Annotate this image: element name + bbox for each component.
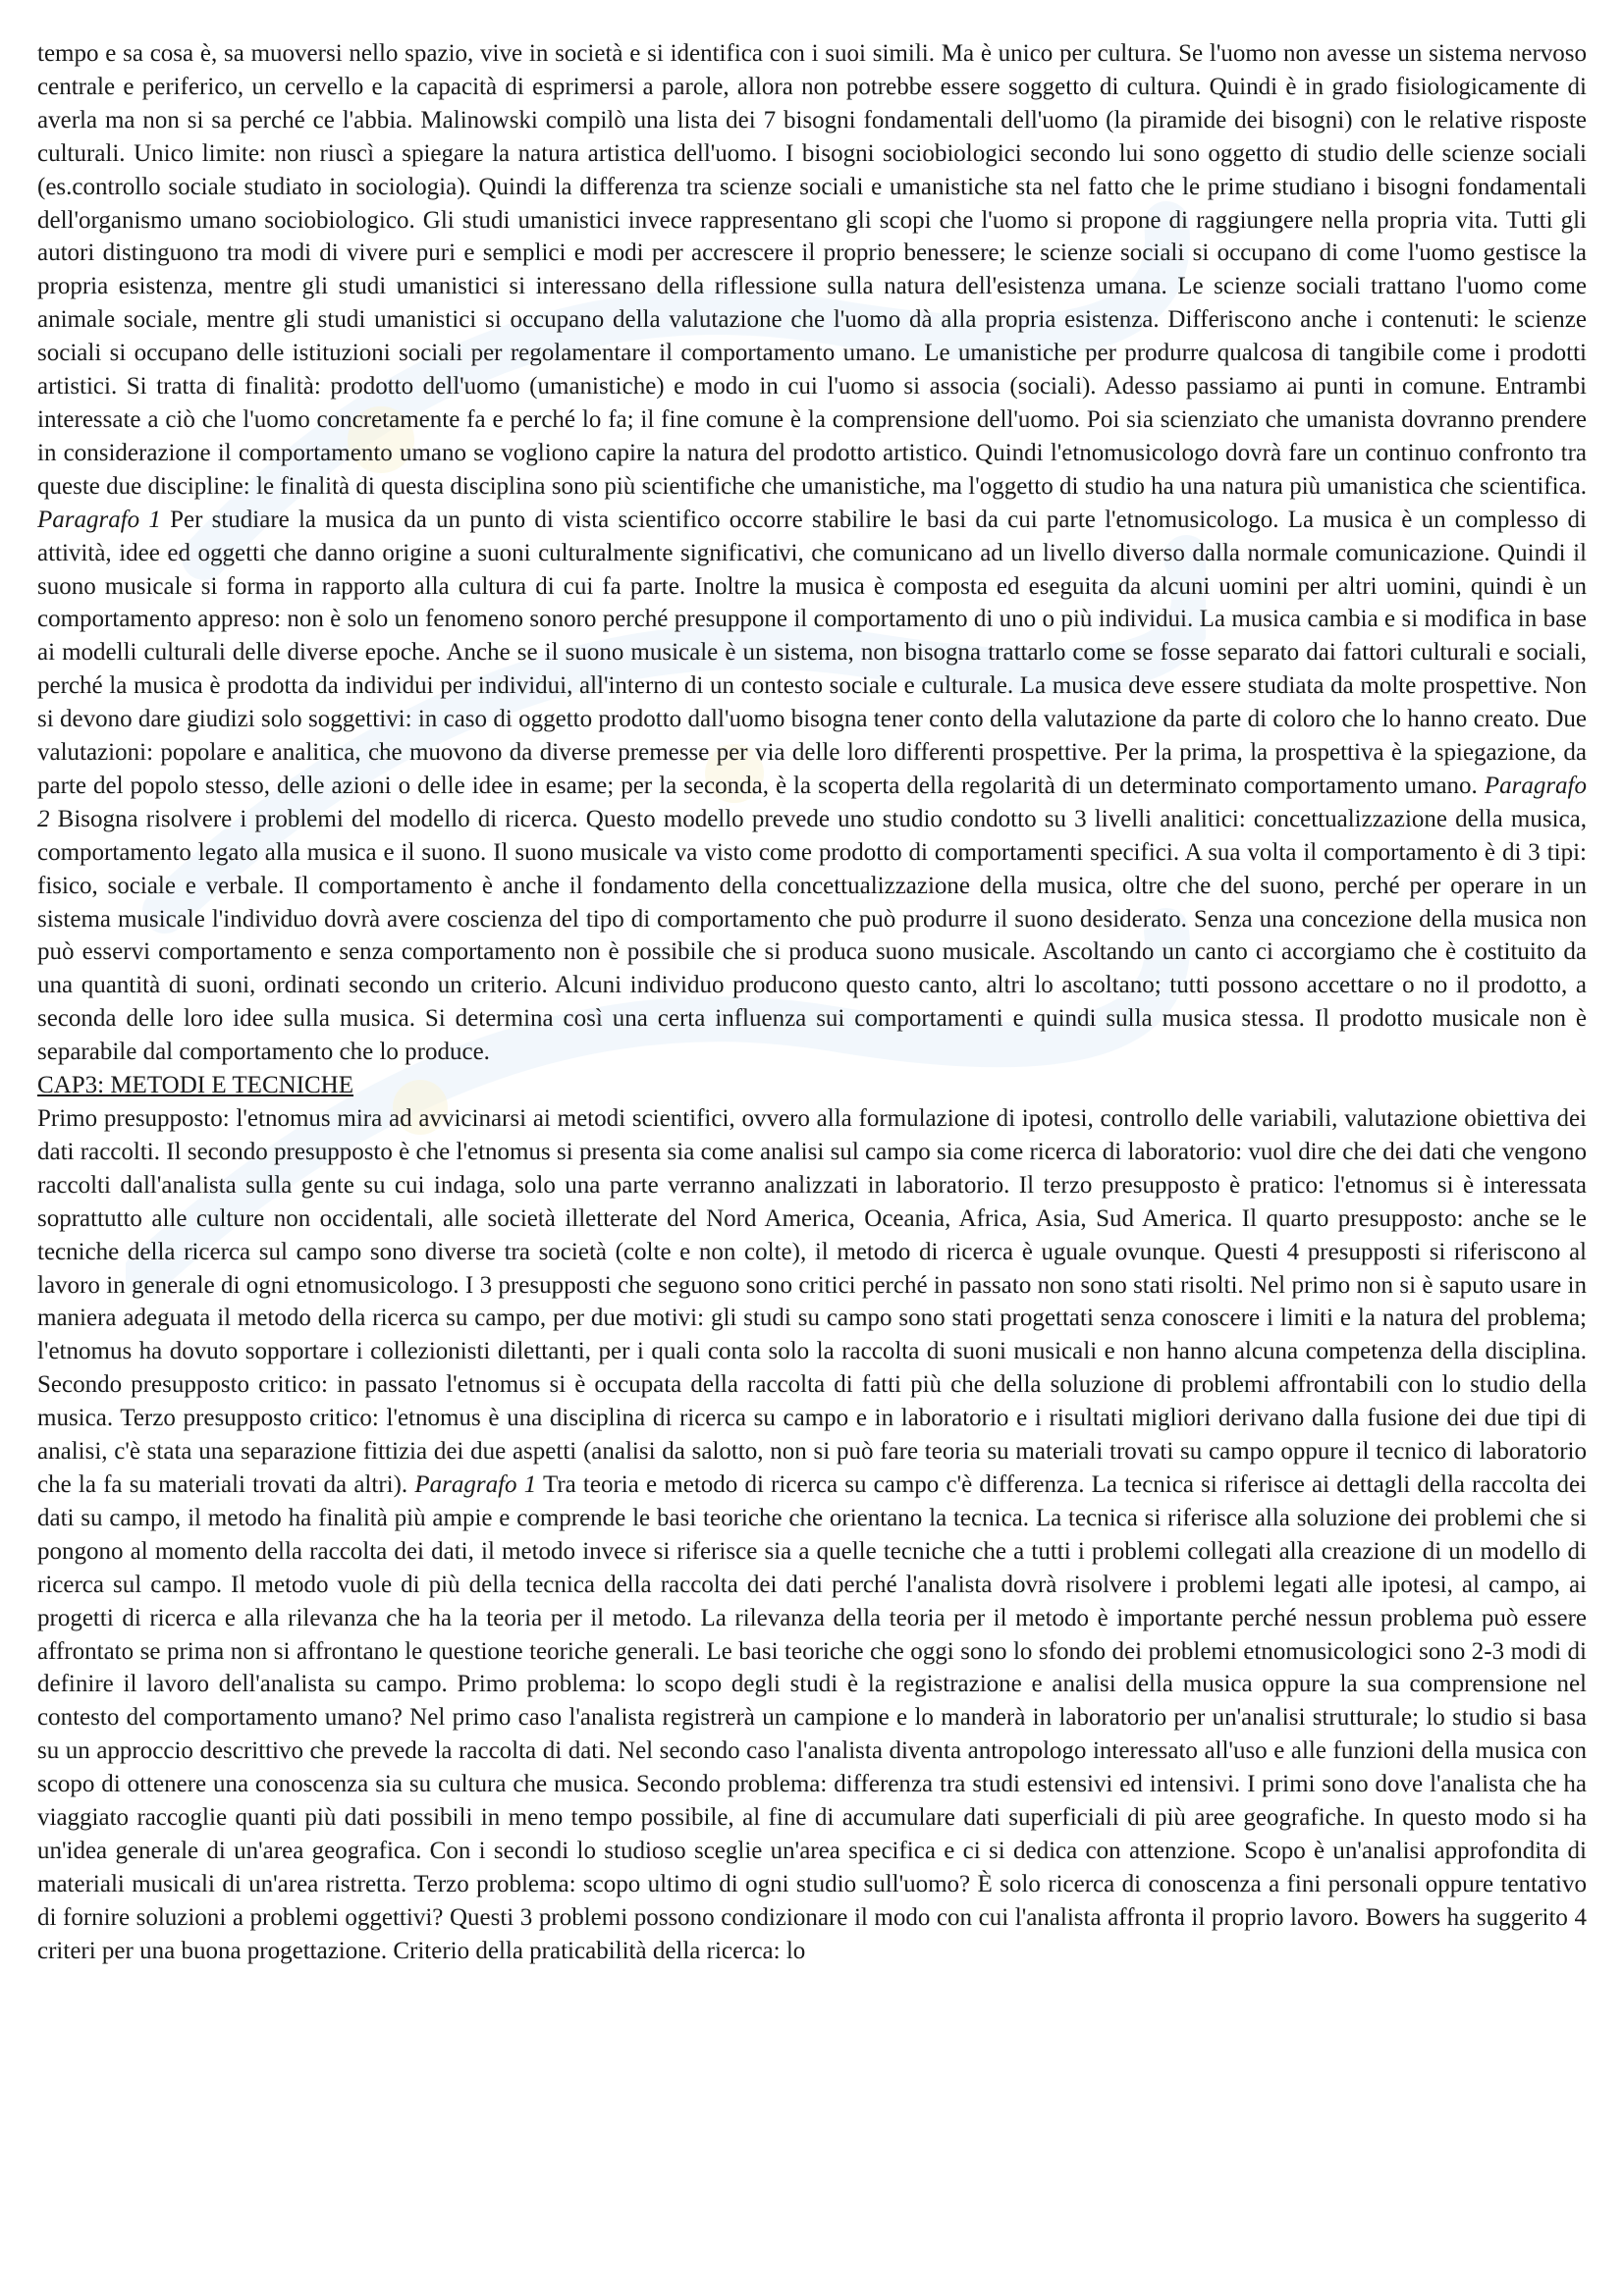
paragraph-label-2: Paragrafo 2	[37, 772, 1587, 832]
document-body	[37, 37, 1587, 1968]
document-page	[37, 37, 1587, 2275]
section-2-paragraph-label-1: Paragrafo 1	[414, 1470, 537, 1498]
section-1-paragraph	[37, 37, 1587, 1069]
paragraph-1-text: Per studiare la musica da un punto di vista scientifico occorre stabilire le basi da cui parte l'etnomusicologo. La musica è un complesso di attività, idee ed oggetti che danno origine a suoni culturalmente significativi, che comunicano ad un livello diverso dalla normale comunicazione. Quindi il suono musicale si forma in rapporto alla cultura di cui fa parte. Inoltre la musica è composta ed eseguita da alcuni uomini per altri uomini, quindi è un comportamento appreso: non è solo un fenomeno sonoro perché presuppone il comportamento di uno o più individui. La musica cambia e si modifica in base ai modelli culturali delle diverse epoche. Anche se il suono musicale è un sistema, non bisogna trattarlo come se fosse separato dai fattori culturali e sociali, perché la musica è prodotta da individui per individui, all'interno di un contesto sociale e culturale. La musica deve essere studiata da molte prospettive. Non si devono dare giudizi solo soggettivi: in caso di oggetto prodotto dall'uomo bisogna tener conto della valutazione da parte di coloro che lo hanno creato. Due valutazioni: popolare e analitica, che muovono da diverse premesse per via delle loro differenti prospettive. Per la prima, la prospettiva è la spiegazione, da parte del popolo stesso, delle azioni o delle idee in esame; per la seconda, è la scoperta della regolarità di un determinato comportamento umano.	[37, 506, 1587, 799]
section-2-paragraph	[37, 1102, 1587, 1968]
section-2-intro-text: Primo presupposto: l'etnomus mira ad avvicinarsi ai metodi scientifici, ovvero alla formulazione di ipotesi, controllo delle variabili, valutazione obiettiva dei dati raccolti. Il secondo presupposto è che l'etnomus si presenta sia come analisi sul campo sia come ricerca di laboratorio: vuol dire che dei dati che vengono raccolti dall'analista sulla gente su cui indaga, solo una parte verranno analizzati in laboratorio. Il terzo presupposto è pratico: l'etnomus si è interessata soprattutto alle culture non occidentali, alle società illetterate del Nord America, Oceania, Africa, Asia, Sud America. Il quarto presupposto: anche se le tecniche della ricerca sul campo sono diverse tra società (colte e non colte), il metodo di ricerca è uguale ovunque. Questi 4 presupposti si riferiscono al lavoro in generale di ogni etnomusicologo. I 3 presupposti che seguono sono critici perché in passato non sono stati risolti. Nel primo non si è saputo usare in maniera adeguata il metodo della ricerca su campo, per due motivi: gli studi su campo sono stati progettati senza conoscere i limiti e la natura del problema; l'etnomus ha dovuto sopportare i collezionisti dilettanti, per i quali conta solo la raccolta di suoni musicali e non hanno alcuna competenza della disciplina. Secondo presupposto critico: in passato l'etnomus si è occupata della raccolta di fatti più che della soluzione di problemi affrontabili con lo studio della musica. Terzo presupposto critico: l'etnomus è una disciplina di ricerca su campo e in laboratorio e i risultati migliori derivano dalla fusione dei due tipi di analisi, c'è stata una separazione fittizia dei due aspetti (analisi da salotto, non si può fare teoria su materiali trovati su campo oppure il tecnico di laboratorio che la fa su materiali trovati da altri).	[37, 1105, 1587, 1498]
section-2-paragraph-1-text: Tra teoria e metodo di ricerca su campo c'è differenza. La tecnica si riferisce ai dettagli della raccolta dei dati su campo, il metodo ha finalità più ampie e comprende le basi teoriche che orientano la tecnica. La tecnica si riferisce alla soluzione dei problemi che si pongono al momento della raccolta dei dati, il metodo invece si riferisce sia a quelle tecniche che a tutti i problemi collegati alla creazione di un modello di ricerca sul campo. Il metodo vuole di più della tecnica della raccolta dei dati perché l'analista dovrà risolvere i problemi legati alle ipotesi, al campo, ai progetti di ricerca e alla rilevanza che ha la teoria per il metodo. La rilevanza della teoria per il metodo è importante perché nessun problema può essere affrontato se prima non si affrontano le questione teoriche generali. Le basi teoriche che oggi sono lo sfondo dei problemi etnomusicologici sono 2-3 modi di definire il lavoro dell'analista su campo. Primo problema: lo scopo degli studi è la registrazione e analisi della musica oppure la sua comprensione nel contesto del comportamento umano? Nel primo caso l'analista registrerà un campione e lo manderà in laboratorio per un'analisi strutturale; lo studio si basa su un approccio descrittivo che prevede la raccolta di dati. Nel secondo caso l'analista diventa antropologo interessato all'uso e alle funzioni della musica con scopo di ottenere una conoscenza sia su cultura che musica. Secondo problema: differenza tra studi estensivi ed intensivi. I primi sono dove l'analista che ha viaggiato raccoglie quanti più dati possibili in meno tempo possibile, al fine di accumulare dati superficiali di più aree geografiche. In questo modo si ha un'idea generale di un'area geografica. Con i secondi lo studioso sceglie un'area specifica e ci si dedica con attenzione. Scopo è un'analisi approfondita di materiali musicali di un'area ristretta. Terzo problema: scopo ultimo di ogni studio sull'uomo? È solo ricerca di conoscenza a fini personali oppure tentativo di fornire soluzioni a problemi oggettivi? Questi 3 problemi possono condizionare il modo con cui l'analista affronta il proprio lavoro. Bowers ha suggerito 4 criteri per una buona progettazione. Criterio della praticabilità della ricerca: lo	[37, 1470, 1587, 1964]
paragraph-2-text: Bisogna risolvere i problemi del modello di ricerca. Questo modello prevede uno studio condotto su 3 livelli analitici: concettualizzazione della musica, comportamento legato alla musica e il suono. Il suono musicale va visto come prodotto di comportamenti specifici. A sua volta il comportamento è di 3 tipi: fisico, sociale e verbale. Il comportamento è anche il fondamento della concettualizzazione della musica, oltre che del suono, perché per operare in un sistema musicale l'individuo dovrà avere coscienza del tipo di comportamento che può produrre il suono desiderato. Senza una concezione della musica non può esservi comportamento e senza comportamento non è possibile che si produca suono musicale. Ascoltando un canto ci accorgiamo che è costituito da una quantità di suoni, ordinati secondo un criterio. Alcuni individuo producono questo canto, altri lo ascoltano; tutti possono accettare o no il prodotto, a seconda delle loro idee sulla musica. Si determina così una certa influenza sui comportamenti e quindi sulla musica stessa. Il prodotto musicale non è separabile dal comportamento che lo produce.	[37, 805, 1587, 1066]
paragraph-label-1: Paragrafo 1	[37, 506, 161, 533]
chapter-heading: CAP3: METODI E TECNICHE	[37, 1072, 353, 1099]
section-1-intro-text: tempo e sa cosa è, sa muoversi nello spazio, vive in società e si identifica con i suoi simili. Ma è unico per cultura. Se l'uomo non avesse un sistema nervoso centrale e periferico, un cervello e la capacità di esprimersi a parole, allora non potrebbe essere soggetto di cultura. Quindi è in grado fisiologicamente di averla ma non si sa perché ce l'abbia. Malinowski compilò una lista dei 7 bisogni fondamentali dell'uomo (la piramide dei bisogni) con le relative risposte culturali. Unico limite: non riuscì a spiegare la natura artistica dell'uomo. I bisogni sociobiologici secondo lui sono oggetto di studio delle scienze sociali (es.controllo sociale studiato in sociologia). Quindi la differenza tra scienze sociali e umanistiche sta nel fatto che le prime studiano i bisogni fondamentali dell'organismo umano sociobiologico. Gli studi umanistici invece rappresentano gli scopi che l'uomo si propone di raggiungere nella propria vita. Tutti gli autori distinguono tra modi di vivere puri e semplici e modi per accrescere il proprio benessere; le scienze sociali si occupano di come l'uomo gestisce la propria esistenza, mentre gli studi umanistici si interessano della riflessione sulla natura dell'esistenza umana. Le scienze sociali trattano l'uomo come animale sociale, mentre gli studi umanistici si occupano della valutazione che l'uomo dà alla propria esistenza. Differiscono anche i contenuti: le scienze sociali si occupano delle istituzioni sociali per regolamentare il comportamento umano. Le umanistiche per produrre qualcosa di tangibile come i prodotti artistici. Si tratta di finalità: prodotto dell'uomo (umanistiche) e modo in cui l'uomo si associa (sociali). Adesso passiamo ai punti in comune. Entrambi interessate a ciò che l'uomo concretamente fa e perché lo fa; il fine comune è la comprensione dell'uomo. Poi sia scienziato che umanista dovranno prendere in considerazione il comportamento umano se vogliono capire la natura del prodotto artistico. Quindi l'etnomusicologo dovrà fare un continuo confronto tra queste due discipline: le finalità di questa disciplina sono più scientifiche che umanistiche, ma l'oggetto di studio ha una natura più umanistica che scientifica.	[37, 40, 1587, 500]
